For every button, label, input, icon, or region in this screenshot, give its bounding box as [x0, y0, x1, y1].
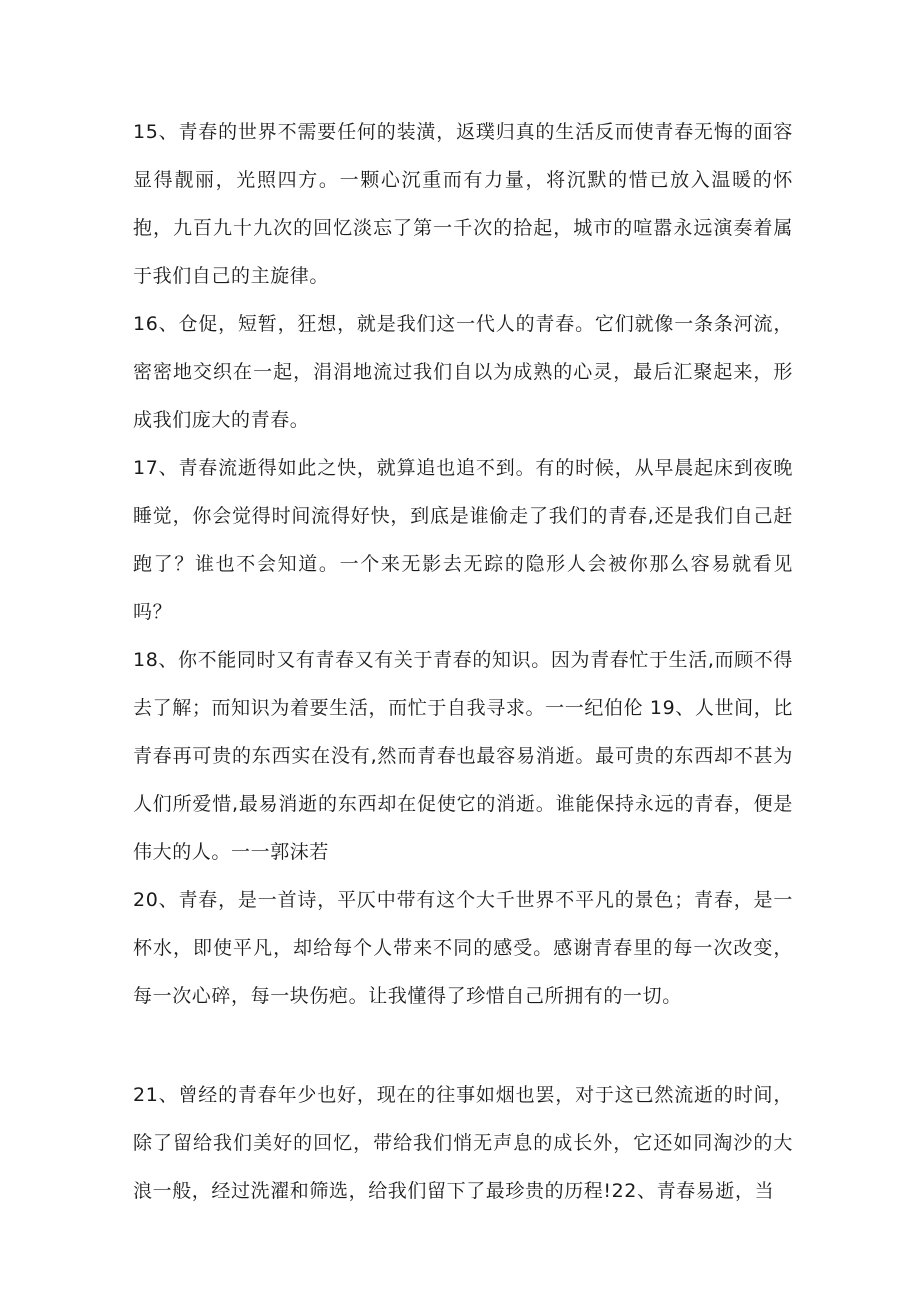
paragraph-16: 16、仓促，短暂，狂想，就是我们这一代人的青春。它们就像一条条河流，密密地交织在一起，涓涓地流过我们自以为成熟的心灵，最后汇聚起来，形成我们庞大的青春。	[133, 313, 793, 431]
paragraph-17: 17、青春流逝得如此之快，就算追也追不到。有的时候，从早晨起床到夜晚睡觉，你会觉得时间流得好快，到底是谁偷走了我们的青春,还是我们自己赶跑了？谁也不会知道。一个来无影去无踪的隐形人会被你那么容易就看见吗？	[133, 457, 793, 623]
paragraph-20: 20、青春，是一首诗，平仄中带有这个大千世界不平凡的景色；青春，是一杯水，即使平凡，却给每个人带来不同的感受。感谢青春里的每一次改变，每一次心碎，每一块伤疤。让我懂得了珍惜自己所拥有的一切。	[133, 889, 793, 1007]
paragraph-21-22: 21、曾经的青春年少也好，现在的往事如烟也罢，对于这已然流逝的时间，除了留给我们美好的回忆，带给我们悄无声息的成长外，它还如同淘沙的大浪一般，经过洗濯和筛选，给我们留下了最珍贵的历程!22、青春易逝，当	[133, 1084, 793, 1202]
paragraph-15: 15、青春的世界不需要任何的装潢，返璞归真的生活反而使青春无悔的面容显得靓丽，光照四方。一颗心沉重而有力量，将沉默的惜已放入温暖的怀抱，九百九十九次的回忆淡忘了第一千次的拾起，城市的喧嚣永远演奏着属于我们自己的主旋律。	[133, 121, 793, 287]
paragraph-18-19: 18、你不能同时又有青春又有关于青春的知识。因为青春忙于生活,而顾不得去了解；而知识为着要生活，而忙于自我寻求。一一纪伯伦 19、人世间，比青春再可贵的东西实在没有,然而青春也最容易消逝。最可贵的东西却不甚为人们所爱惜,最易消逝的东西却在促使它的消逝。谁能保持永远的青春，便是伟大的人。一一郭沫若	[133, 649, 793, 863]
